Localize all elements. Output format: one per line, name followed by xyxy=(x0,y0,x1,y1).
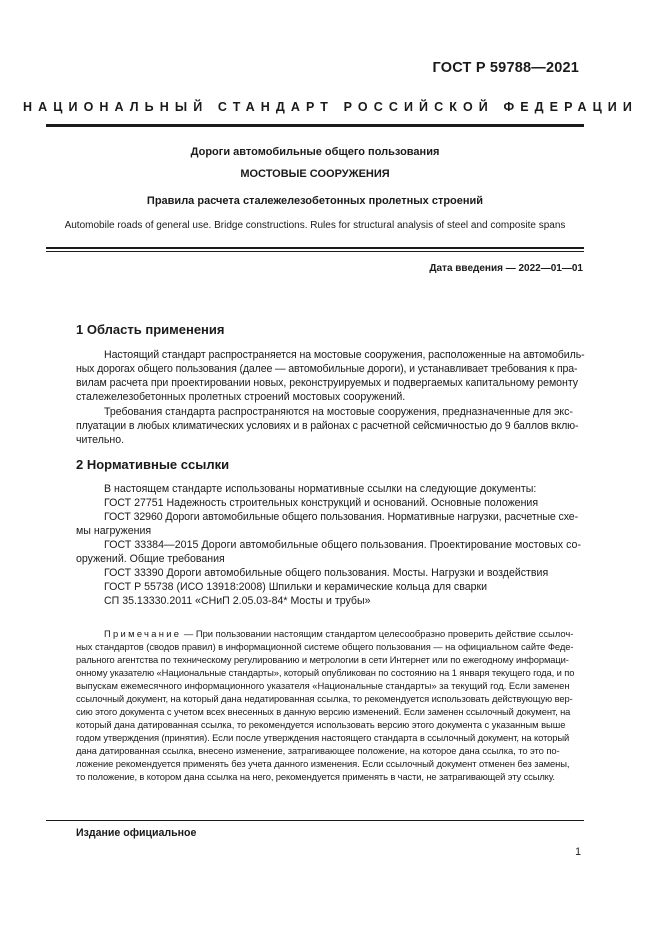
title-line-1: Дороги автомобильные общего пользования xyxy=(190,146,440,158)
text-line: Настоящий стандарт распространяется на мостовые сооружения, расположенные на автомобиль- xyxy=(104,349,585,361)
footer-divider xyxy=(46,820,584,821)
note-line: онному указателю «Национальные стандарты», который опубликован по состоянию на 1 января текущего года, и по xyxy=(76,667,575,678)
note-first-line xyxy=(104,628,573,639)
note-label: Примечание xyxy=(104,628,182,639)
title-english: Automobile roads of general use. Bridge constructions. Rules for structural analysis of steel and composite spans xyxy=(64,220,566,231)
official-edition-label: Издание официальное xyxy=(76,827,197,839)
text-line: сталежелезобетонных пролетных строений мостовых сооружений. xyxy=(76,391,406,403)
note-line: рального агентства по техническому регулированию и метрологии в сети Интернет или по ежегодному информаци- xyxy=(76,654,569,665)
reference-item-continuation: оружений. Общие требования xyxy=(76,553,225,565)
reference-item-continuation: мы нагружения xyxy=(76,525,152,537)
note-line: выпускам ежемесячного информационного указателя «Национальные стандарты» за текущий год. Если заменен xyxy=(76,680,570,691)
title-line-2: МОСТОВЫЕ СООРУЖЕНИЯ xyxy=(240,168,390,180)
text-line: ных дорогах общего пользования (далее — автомобильные дороги), и устанавливает требования к пра- xyxy=(76,363,578,375)
note-line: который дана датированная ссылка, то рекомендуется использовать версию этого документа с указанным выше xyxy=(76,719,566,730)
title-line-3: Правила расчета сталежелезобетонных пролетных строений xyxy=(146,195,484,207)
note-text: — При пользовании настоящим стандартом целесообразно проверить действие ссылоч- xyxy=(181,628,574,639)
text-line: В настоящем стандарте использованы нормативные ссылки на следующие документы: xyxy=(104,483,537,495)
reference-item: ГОСТ 32960 Дороги автомобильные общего пользования. Нормативные нагрузки, расчетные схе- xyxy=(104,511,579,523)
note-line: то положение, в котором дана ссылка на него, рекомендуется применять в части, не затрагивающей эту ссылку. xyxy=(76,771,555,782)
section-1-heading: 1 Область применения xyxy=(76,322,225,337)
reference-item: ГОСТ 33384—2015 Дороги автомобильные общего пользования. Проектирование мостовых со- xyxy=(104,539,582,551)
note-line: годом утверждения (принятия). Если после утверждения настоящего стандарта в ссылочный документ, на который xyxy=(76,732,570,743)
text-line: чительно. xyxy=(76,434,125,446)
header-divider xyxy=(46,124,584,127)
reference-item: СП 35.13330.2011 «СНиП 2.05.03-84* Мосты и трубы» xyxy=(104,595,371,607)
note-line: ссылочный документ, на который дана недатированная ссылка, то рекомендуется использовать действующую вер- xyxy=(76,693,573,704)
text-line: Требования стандарта распространяются на мостовые сооружения, предназначенные для экс- xyxy=(104,406,573,418)
section-2-heading: 2 Нормативные ссылки xyxy=(76,457,230,472)
note-line: ных стандартов (сводов правил) в информационной системе общего пользования — на официальном сайте Феде- xyxy=(76,641,574,652)
national-standard-banner: НАЦИОНАЛЬНЫЙ СТАНДАРТ РОССИЙСКОЙ ФЕДЕРАЦИИ xyxy=(23,100,638,114)
title-divider xyxy=(46,247,584,252)
reference-item: ГОСТ Р 55738 (ИСО 13918:2008) Шпильки и керамические кольца для сварки xyxy=(104,581,488,593)
note-line: дана датированная ссылка, внесено изменение, затрагивающее положение, на которое дана ссылка, то это по- xyxy=(76,745,560,756)
note-line: сию этого документа с учетом всех внесенных в данную версию изменений. Если заменен ссылочный документ, на xyxy=(76,706,571,717)
note-line: ложение рекомендуется применять без учета данного изменения. Если ссылочный документ отменен без замены, xyxy=(76,758,570,769)
reference-item: ГОСТ 27751 Надежность строительных конструкций и оснований. Основные положения xyxy=(104,497,539,509)
page-number: 1 xyxy=(575,846,581,858)
text-line: плуатации в любых климатических условиях и в районах с расчетной сейсмичностью до 9 баллов вклю- xyxy=(76,420,579,432)
reference-item: ГОСТ 33390 Дороги автомобильные общего пользования. Мосты. Нагрузки и воздействия xyxy=(104,567,549,579)
introduction-date: Дата введения — 2022—01—01 xyxy=(429,263,583,274)
text-line: вилам расчета при проектировании новых, реконструируемых и подвергаемых капитальному ремонту xyxy=(76,377,579,389)
document-number: ГОСТ Р 59788—2021 xyxy=(432,60,579,76)
